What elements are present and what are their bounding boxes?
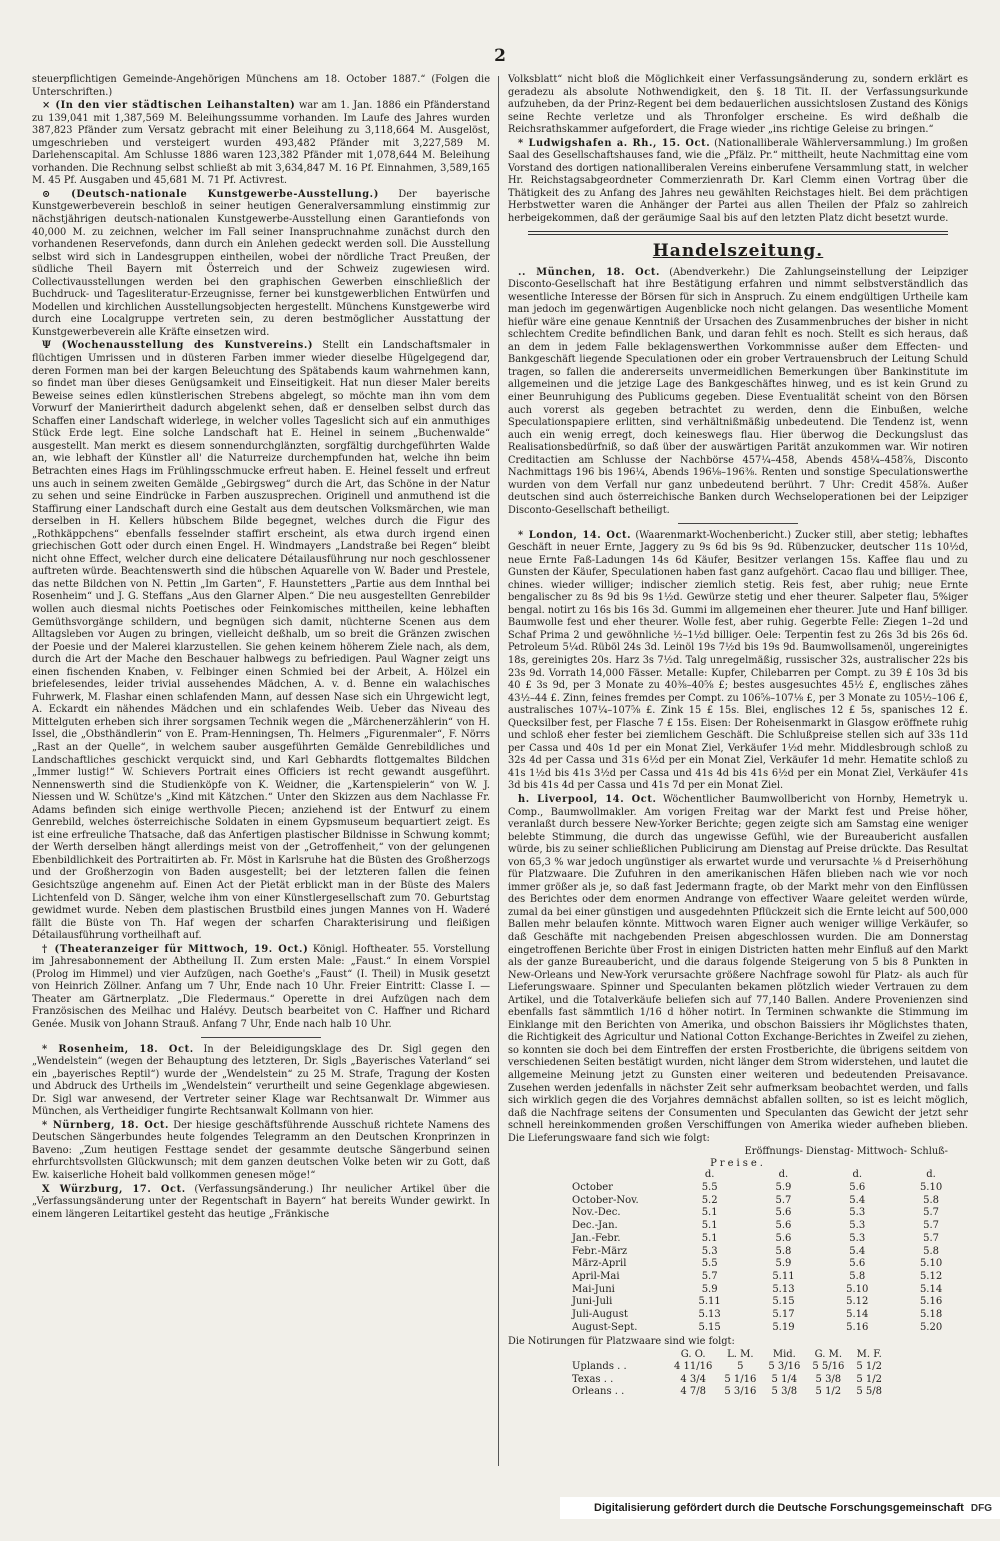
notierung-cell: 5 3/8: [815, 1373, 842, 1385]
price-cell: 5.16: [846, 1321, 869, 1333]
notierung-header: Mid.: [772, 1348, 796, 1360]
price-cell: 5.8: [849, 1270, 866, 1282]
price-row: [566, 1296, 968, 1309]
article-heading: * Nürnberg, 18. Oct.: [42, 1119, 170, 1131]
notierung-table: [566, 1349, 888, 1399]
price-cell: 5.3: [701, 1245, 718, 1257]
notierung-cell: 5 3/8: [771, 1386, 798, 1398]
notierung-row: [566, 1386, 888, 1399]
price-cell: 5.15: [772, 1296, 795, 1308]
credit-text: Digitalisierung gefördert durch die Deutsche Forschungsgemeinschaft: [594, 1502, 964, 1514]
price-row-label: März-April: [572, 1258, 627, 1270]
price-unit: d.: [926, 1169, 936, 1181]
price-cell: 5.14: [846, 1309, 869, 1321]
notierung-row-label: Texas . .: [572, 1373, 614, 1385]
article-text: Stellt ein Landschaftsmaler in flüchtigen Umrissen und in düsteren Farben immer wieder dieselbe Hügelgegend dar, deren Formen man bei der kargen Beleuchtung des Spätabends kaum wahrnehmen kann, so findet man über dieses Genügsamkeit und Einseitigkeit. Hat nun dieser Maler bereits Beweise seines edlen künstlerischen Strebens abgelegt, so möchte man ihn vom dem Vorwurf der Manierirtheit dadurch abgelenkt sehen, daß er denselben selbst durch das Schaffen einer Landschaft widerlege, in welcher volles Tageslicht sich auf ein anmuthiges Stück Erde legt. Eine solche Landschaft hat E. Heinel in seinem „Buchenwalde“ ausgestellt. Man merkt es diesem sonnendurchglänzten, sorgfältig durchgeführten Walde an, wie lebhaft der Künstler all' die Naturreize durchempfunden hat, welche ihn beim Betrachten eines Hags im Frühlingsschmucke erfreut haben. E. Heinel fesselt und erfreut uns auch in seinem zweiten Gemälde „Gebirgsweg“ durch die Art, das Schöne in der Natur zu sehen und seine Eindrücke in Farben auszusprechen. Originell und anmuthend ist die Staffirung einer Landschaft durch eine Gestalt aus dem deutschen Volksmärchen, wie man derselben in H. Kellers hübschem Bilde begegnet, welches durch die Figur des „Rothkäppchens“ ebenfalls fesselnder staffirt erscheint, als etwa durch irgend einen griechischen Gott oder durch einen Engel. H. Windmayers „Landstraße bei Regen“ bleibt nicht ohne Effect, welcher durch eine delicatere Détailausführung nur noch geschlossener auftreten würde. Beachtenswerth sind die hübschen Aquarelle von W. Bader und Prestele, das nette Bildchen von N. Pettin „Im Garten“, F. Haunstetters „Partie aus dem Innthal bei Rosenheim“ und J. G. Steffans „Aus den Glarner Alpen.“ Die neu ausgestellten Genrebilder wollen auch diesmal nichts Poetisches oder Feinkomisches mittheilen, keine lebhaften Gemüthsvorgänge schildern, und begnügen sich damit, nüchterne Scenen aus dem Alltagsleben vor Augen zu bringen, vielleicht deßhalb, um so breit die Gränzen zwischen der Poesie und der Malerei klarzustellen. Sie gehen keinem höherem Ziele nach, als dem, durch die Art der Mache den Beschauer halbwegs zu befriedigen. Paul Wagner zeigt uns einen fischenden Knaben, v. Felbinger einen Schmied bei der Arbeit, A. Hölzel ein briefelesendes, leider trivial aussehendes Mädchen, A. v. d. Benne ein walachisches Fuhrwerk, M. Flashar einen schlafenden Mann, auf dessen Nase sich ein Uhrgewicht legt, A. Eckardt ein nähendes Mädchen und ein schlafendes Weib. Ueber das Niveau des Mittelguten erheben sich ihrer sorgsamen Technik wegen die „Märchenerzählerin“ von H. Issel, die „Obsthändlerin“ von E. Pram-Henningsen, Th. Helmers „Figurenmaler“, F. Nörrs „Rast an der Quelle“, in welchem sauber ausgeführten Gemälde Genrebildliches und Landschaftliches geschickt verquickt sind, und Karl Gebhardts flottgemaltes Bildchen „Immer lustig!“ W. Schievers Portrait eines Officiers ist recht gewandt ausgeführt. Nennenswerth sind die Studienköpfe von K. Weidner, die „Kartenspielerin“ von W. J. Niessen und W. Schütze's „Kind mit Kätzchen.“ Unter den Skizzen aus dem Nachlasse Fr. Adams befinden sich einige werthvolle Piecen; anziehend ist der Entwurf zu einem Genrebild, welches österreichische Soldaten in einem Gypsmuseum bequartiert zeigt. Es ist eine erfreuliche Thatsache, daß das Anfertigen plastischer Bildnisse in Schwung kommt; der Werth derselben hängt allerdings meist von der „Getroffenheit,“ von der gelungenen Ebenbildlichkeit des Portraitirten ab. Fr. Möst in Karlsruhe hat die Büsten des Großherzogs und der Großherzogin von Baden ausgestellt; bei der letzteren fallen die feinen Gesichtszüge angenehm auf. Einen Act der Pietät erblickt man in der Büste des Malers Lichtenfeld von D. Sänger, welche ihm von einer Künstlergesellschaft zum 70. Geburtstag gewidmet wurde. Neben dem plastischen Brustbild eines jungen Mannes von H. Waderé fällt die Büste von Th. Haf wegen der scharfen Charakterisirung und fleißigen Détailausführung vortheilhaft auf.: [32, 340, 490, 942]
price-cell: 5.6: [775, 1207, 792, 1219]
price-table-body: [566, 1182, 968, 1334]
price-header-1: Eröffnungs-: [744, 1146, 803, 1158]
price-cell: 5.9: [775, 1258, 792, 1270]
article-heading: .. München, 18. Oct.: [518, 266, 660, 278]
article-heading: h. Liverpool, 14. Oct.: [518, 793, 657, 805]
right-column: [508, 74, 968, 1494]
price-header-3: Mittwoch-: [856, 1146, 908, 1158]
left-article: [32, 340, 490, 942]
price-table: [566, 1169, 968, 1334]
notierung-header: L. M.: [727, 1348, 754, 1360]
trade-article: [508, 794, 968, 1145]
price-cell: 5.9: [775, 1182, 792, 1193]
price-cell: 5.8: [923, 1245, 940, 1257]
price-cell: 5.10: [919, 1258, 943, 1270]
price-cell: 5.6: [849, 1182, 866, 1193]
price-units-row: [566, 1169, 968, 1182]
article-text: Der bayerische Kunstgewerbeverein beschloß in seiner heutigen Generalversammlung einstimmig zur nächstjährigen deutsch-nationalen Kunstgewerbe-Ausstellung einen Garantiefonds von 40,000 M. zu zeichnen, welcher im Fall seiner Inanspruchnahme zunächst durch den vorhandenen Reservefonds, dann durch ein Anlehen gedeckt werden soll. Die Ausstellung selbst wird sich in Landesgruppen eintheilen, wobei der nördliche Tract Preußen, der südliche Theil Bayern mit Österreich und der Schweiz zugewiesen wird. Collectivausstellungen werden bei den graphischen Gewerben einschließlich der Buchdruck- und Tagesliteratur-Erzeugnisse, ferner bei kunstgewerblichen Entwürfen und Modellen und kirchlichen Ausstellungsobjecten hergestellt. Münchens Kunstgewerbe wird durch eine Localgruppe vertreten sein, zu deren bestmöglicher Ausstattung der Kunstgewerbeverein alle Kräfte einsetzen wird.: [32, 188, 490, 338]
section-rule: [528, 231, 948, 235]
price-row: [566, 1284, 968, 1297]
notierung-cell: 5 1/2: [815, 1386, 842, 1398]
left-column: [32, 74, 490, 1474]
price-cell: 5.14: [919, 1283, 943, 1295]
dfg-logo: DFG: [970, 1503, 992, 1514]
article-text: war am 1. Jan. 1886 ein Pfänderstand zu 139,041 mit 1,387,569 M. Beleihungssumme vorhanden. Im Laufe des Jahres wurden 387,823 Pfänder zum Versatz gebracht mit einer Beleihung zu 3,118,664 M. Ausgelöst, umgeschrieben und versteigert wurden 493,482 Pfänder mit 3,227,589 M. Darlehenscapital. Am Schlusse 1886 waren 123,382 Pfänder mit 1,078,644 M. Beleihung vorhanden. Die Rechnung selbst schließt ab mit 3,634,847 M. 16 Pf. Einnahmen, 3,589,165 M. 45 Pf. Ausgaben und 45,681 M. 71 Pf. Activrest.: [32, 100, 490, 187]
price-cell: 5.4: [849, 1194, 866, 1206]
price-row: [566, 1309, 968, 1322]
notierung-label-col: [566, 1349, 668, 1362]
price-row: [566, 1246, 968, 1259]
article-text: (Waarenmarkt-Wochenbericht.) Zucker still, aber stetig; lebhaftes Geschäft in neuer Ernte, Jaggery zu 9s 6d bis 9s 9d. Rübenzucker, deutscher 11s 10½d, neue Ernte Faß-Ladungen 14s 6d Käufer, Besitzer verlangen 15s. Kaffee flau und zu Gunsten der Käufer, Speculationen haben fast ganz aufgehört. Cacao flau und billiger. Thee, chines. wieder williger; indischer ziemlich stetig. Reis fest, aber ruhig; neue Ernte bengalischer zu 8s 9d bis 9s 1½d. Gewürze stetig und eher theurer. Salpeter flau, 5%iger bengal. notirt zu 16s bis 16s 3d. Gummi im allgemeinen eher theurer. Jute und Hanf billiger. Baumwolle fest und eher theurer. Wolle fest, aber ruhig. Gegerbte Felle: Ziegen 1–2d und Schaf Prima 2 und gewöhnliche ½–1½d billiger. Oele: Terpentin fest zu 26s 3d bis 26s 6d. Petroleum 5¼d. Rüböl 24s 3d. Leinöl 19s 7½d bis 19s 9d. Baumwollsamenöl, ungereinigtes 18s, gereinigtes 20s. Harz 3s 7½d. Talg unregelmäßig, russischer 32s, australischer 22s bis 23s 9d. Vorrath 14,000 Fässer. Metalle: Kupfer, Chilebarren per Compt. zu 39 £ 10s 3d bis 40 £ 3s 9d, per 3 Monate zu 40⅜–40⅝ £; bestes ausgesuchtes 45½ £, englisches zähes 43½–44 £. Zinn, feines fremdes per Compt. zu 106⅝–107⅛ £, per 3 Monate zu 105½–106 £, australisches 107¼–107⅝ £. Zink 15 £ 15s. Blei, englisches 12 £ 5s, spanisches 12 £. Quecksilber fest, per Flasche 7 £ 15s. Eisen: Der Roheisenmarkt in Glasgow eröffnete ruhig und schloß eher fester bei ziemlichem Geschäft. Die Schlußpreise stellen sich auf 33s 11d per Cassa und 40s 1d per ein Monat Ziel, Verkäufer 1½d mehr. Middlesbrough schloß zu 32s 4d per Cassa und 31s 6½d per ein Monat Ziel, Verkäufer 1d mehr. Hematite schloß zu 41s 1½d bis 41s 3½d per Cassa und 41s 4d bis 41s 6½d per ein Monat Ziel, Verkäufer 41s 3d bis 41s 4d per Cassa und 41s 7d per ein Monat Ziel.: [508, 529, 968, 792]
notierung-cell: 4 11/16: [674, 1361, 713, 1373]
price-row: [566, 1271, 968, 1284]
price-row-label: Nov.-Dec.: [572, 1207, 621, 1219]
notierung-table-body: [566, 1361, 888, 1399]
price-cell: 5.3: [849, 1220, 866, 1232]
price-header-2: Dienstag-: [806, 1146, 854, 1158]
price-cell: 5.7: [923, 1220, 940, 1232]
article-separator: [678, 523, 798, 524]
article-text: Königl. Hoftheater. 55. Vorstellung im Jahresabonnement der Abtheilung II. Zum ersten Male: „Faust.“ In einem Vorspiel (Prolog im Himmel) und vier Aufzügen, nach Goethe's „Faust“ (I. Theil) in Musik gesetzt von Heinrich Zöllner. Anfang um 7 Uhr, Ende nach 10 Uhr. Freier Eintritt: Classe I. — Theater am Gärtnerplatz. „Die Fledermaus.“ Operette in drei Aufzügen nach dem Französischen des Meilhac und Halévy. Deutsch bearbeitet von C. Haffner und Richard Genée. Musik von Johann Strauß. Anfang 7 Uhr, Ende nach halb 10 Uhr.: [32, 943, 490, 1031]
price-row-label: Juni-Juli: [572, 1296, 613, 1308]
price-cell: 5.12: [846, 1296, 869, 1308]
notierung-cell: 5 3/16: [724, 1386, 757, 1398]
section-title: Handelszeitung.: [652, 240, 824, 261]
price-row: [566, 1182, 968, 1195]
price-cell: 5.7: [775, 1194, 792, 1206]
article-heading: * Ludwigshafen a. Rh., 15. Oct.: [518, 137, 711, 149]
right-article: [508, 74, 968, 137]
price-cell: 5.2: [701, 1194, 718, 1206]
notierung-header: G. M.: [814, 1348, 843, 1360]
notierung-header-row: [566, 1349, 888, 1362]
notierung-row-label: Orleans . .: [572, 1386, 625, 1398]
article-text: (Nationalliberale Wählerversammlung.) Im großen Saal des Gesellschaftshauses fand, wie die „Pfälz. Pr.“ mittheilt, heute Nachmittag eine vom Vorstand des dortigen nationalliberalen Vereins einberufene Versammlung statt, in welcher Hr. Reichstagsabgeordneter Commerzienrath Dr. Karl Clemm einen Vortrag über die Thätigkeit des zu Anfang des Jahres neu gewählten Reichstages hielt. Bei dem prächtigen Herbstwetter waren die Anhänger der Partei aus allen Theilen der Pfalz so zahlreich herbeigekommen, daß der geräumige Saal bis auf den letzten Platz dicht besetzt wurde.: [508, 137, 968, 225]
article-text: Wöchentlicher Baumwollbericht von Hornby, Hemetryk u. Comp., Baumwollmakler. Am vorigen Freitag war der Markt fest und Preise höher, veranlaßt durch bessere New-Yorker Berichte; gegen zeigte sich am Samstag eine weniger belebte Stimmung, die durch das ungewisse Gefühl, wie der Bureaubericht ausfallen würde, bis zu seiner schließlichen Publicirung am Dienstag auf Preise drückte. Das Resultat von 65,3 % war jedoch ungünstiger als erwartet wurde und verursachte ⅛ d Preiserhöhung für Platzwaare. Die Zufuhren in den amerikanischen Häfen blieben nach wie vor noch immer größer als je, so daß fast Jedermann fragte, ob der Markt mehr von den Einflüssen des Berichtes oder dem enormen Andrange von effectiver Waare geleitet werden würde, zumal da bei einer günstigen und ausgedehnten Pflückzeit sich die Ernte leicht auf 500,000 Ballen mehr belaufen könnte. Mittwoch waren Eigner auch weniger willige Verkäufer, so daß Geschäfte mit nachgebenden Preisen abgeschlossen wurden. Die am Donnerstag eingetroffenen Berichte über Frost in einigen Districten hatten mehr Einfluß auf den Markt als der ganze Bureaubericht, und die daraus folgende Steigerung von 5 bis 8 Punkten in New-Orleans und New-York verursachte größere Nachfrage sowohl für Platz- als auch für Lieferungswaare. Spinner und Speculanten bekamen plötzlich wieder Vertrauen zu dem Artikel, und die Totalverkäufe beliefen sich auf 77,140 Ballen. Andere Provenienzen sind ebenfalls fast sämmtlich 1/16 d höher notirt. In Terminen schwankte die Stimmung im Einklange mit den Berichten von Amerika, und obschon Baissiers ihr Möglichstes thaten, die Richtigkeit des Agricultur und National Cotton Exchange-Berichtes in Zweifel zu ziehen, so konnten sie doch bei dem Eintreffen der ersten Frostberichte, die übrigens seitdem von verschiedenen Seiten bestätigt wurden, nicht länger dem Strom widerstehen, und lautet die allgemeine Meinung jetzt zu Gunsten einer weiteren und bedeutenden Preisavance. Zusehen werden jedenfalls in nächster Zeit sehr aufmerksam beobachtet werden, und falls sich wirklich gegen die des Vorjahres demnächst abfallen sollten, so ist es leicht möglich, daß die Nachfrage seitens der Consumenten und Speculanten das Gewicht der jetzt sehr schnell hereinkommenden großen Verschiffungen von Amerika wieder aufheben blieben. Die Lieferungswaare fand sich wie folgt:: [508, 793, 968, 1144]
notierung-cell: 5 1/16: [724, 1373, 757, 1385]
price-row-label: October: [572, 1182, 613, 1193]
notierung-intro: Die Notirungen für Platzwaare sind wie folgt:: [508, 1336, 735, 1348]
price-cell: 5.20: [919, 1321, 943, 1333]
notierung-cell: 4 3/4: [680, 1373, 706, 1385]
price-cell: 5.1: [701, 1232, 718, 1244]
page-number: 2: [494, 46, 506, 66]
trade-article: [508, 530, 968, 793]
price-cell: 5.11: [698, 1296, 721, 1308]
price-cell: 5.6: [775, 1232, 792, 1244]
price-row: [566, 1233, 968, 1246]
price-cell: 5.5: [701, 1182, 718, 1193]
article-text: In der Beleidigungsklage des Dr. Sigl gegen den „Wendelstein“ (wegen der Behauptung des letzteren, Dr. Sigls „Bayerisches Vaterland“ sei ein „bayerisches Reptil“) wurde der „Wendelstein“ zu 25 M. Strafe, Tragung der Kosten und Abdruck des Urtheils im „Wendelstein“ verurtheilt und seine Gegenklage abgewiesen. Dr. Sigl war anwesend, der Vertreter seiner Klage war Rechtsanwalt Dr. Wimmer aus München, als Vertheidiger fungirte Rechtsanwalt Kollmann von hier.: [32, 1043, 490, 1118]
price-cell: 5.19: [772, 1321, 795, 1333]
price-cell: 5.6: [849, 1258, 866, 1270]
digitization-credit: [560, 1497, 1000, 1519]
left-article: [32, 74, 490, 99]
notierung-header: G. O.: [680, 1348, 706, 1360]
price-cell: 5.10: [919, 1182, 943, 1193]
price-row: [566, 1322, 968, 1335]
price-cell: 5.15: [698, 1321, 721, 1333]
left-article: [32, 1120, 490, 1183]
price-cell: 5.4: [849, 1245, 866, 1257]
price-cell: 5.5: [701, 1258, 718, 1270]
article-text: steuerpflichtigen Gemeinde-Angehörigen Münchens am 18. October 1887.“ (Folgen die Unterschriften.): [32, 74, 490, 98]
price-cell: 5.7: [923, 1207, 940, 1219]
price-table-header-line: [508, 1146, 968, 1158]
price-cell: 5.10: [846, 1283, 869, 1295]
price-cell: 5.3: [849, 1232, 866, 1244]
notierung-cell: 5 1/4: [771, 1373, 798, 1385]
article-heading: × (In den vier städtischen Leihanstalten): [42, 100, 296, 112]
price-cell: 5.12: [919, 1270, 943, 1282]
price-label-col: [566, 1169, 673, 1182]
price-cell: 5.8: [775, 1245, 792, 1257]
notierung-cell: 5 1/2: [856, 1373, 882, 1385]
trade-news: [508, 267, 968, 1146]
notierung-cell: 4 7/8: [680, 1386, 706, 1398]
price-unit: d.: [778, 1169, 789, 1181]
notierung-cell: 5: [737, 1361, 744, 1373]
right-column-top: [508, 74, 968, 226]
price-row-label: Mai-Juni: [572, 1283, 615, 1295]
price-cell: 5.17: [772, 1309, 795, 1321]
price-unit: d.: [852, 1169, 863, 1181]
price-cell: 5.13: [772, 1283, 795, 1295]
article-heading: Ψ (Wochenausstellung des Kunstvereins.): [42, 340, 314, 352]
price-cell: 5.7: [701, 1270, 718, 1282]
article-heading: ⊙ (Deutsch-nationale Kunstgewerbe-Ausstellung.): [42, 188, 379, 200]
column-divider: [498, 76, 499, 1466]
notierung-cell: 5 5/16: [812, 1361, 845, 1373]
article-heading: * London, 14. Oct.: [518, 529, 632, 541]
price-cell: 5.1: [701, 1220, 718, 1232]
price-cell: 5.3: [849, 1207, 866, 1219]
price-unit: d.: [704, 1169, 715, 1181]
price-row: [566, 1258, 968, 1271]
article-text: (Verfassungsänderung.) Ihr neulicher Artikel über die „Verfassungsänderung unter der Regentschaft in Bayern“ hat bereits Wunder gewirkt. In einem längeren Leitartikel gesteht das heutige „Fränkische: [32, 1183, 490, 1220]
article-heading: X Würzburg, 17. Oct.: [42, 1183, 186, 1195]
price-cell: 5.9: [701, 1283, 718, 1295]
article-text: Der hiesige geschäftsführende Ausschuß richtete Namens des Deutschen Sängerbundes heute folgendes Telegramm an den Deutschen Kronprinzen in Baveno: „Zum heutigen Festtage sendet der gesammte deutsche Sängerbund seinen ehrfurchtsvollsten Glückwunsch; mit dem ganzen deutschen Volke beten wir zu Gott, daß Ew. kaiserliche Hoheit bald vollkommen genesen möge!“: [32, 1119, 490, 1182]
price-row-label: Dec.-Jan.: [572, 1220, 618, 1232]
price-row-label: Jan.-Febr.: [572, 1232, 621, 1244]
notierung-header: M. F.: [856, 1348, 882, 1360]
price-row: [566, 1207, 968, 1220]
left-article: [32, 1184, 490, 1222]
price-row-label: Febr.-März: [572, 1245, 628, 1257]
notierung-cell: 5 1/2: [856, 1361, 882, 1373]
trade-article: [508, 267, 968, 518]
notierung-row: [566, 1374, 888, 1387]
article-text: Volksblatt“ nicht bloß die Möglichkeit einer Verfassungsänderung zu, sondern erklärt es geradezu als absolute Nothwendigkeit, den §. 18 Tit. II. der Verfassungsurkunde aufzuheben, da der Prinz-Regent bei dem bedauerlichen aussichtslosen Zustand des Königs seine Rechte verletze und als Thronfolger erscheine. Es wird deßhalb die Reichsrathskammer aufgefordert, die Frage wieder „ins richtige Geleise zu bringen.“: [508, 74, 968, 136]
notierung-row: [566, 1361, 888, 1374]
price-row-label: Juli-August: [572, 1309, 628, 1321]
price-cell: 5.11: [772, 1270, 795, 1282]
article-separator: [201, 1037, 321, 1038]
notierung-row-label: Uplands . .: [572, 1361, 627, 1373]
price-row: [566, 1220, 968, 1233]
article-text: (Abendverkehr.) Die Zahlungseinstellung der Leipziger Disconto-Gesellschaft hat ihre Bestätigung erfahren und nimmt selbstverständlich das wesentliche Interesse der Börsen für sich in Anspruch. Zu einem endgültigen Urtheile kam man jedoch im gegenwärtigen Augenblicke noch nicht gelangen. Das wesentliche Moment hiefür wäre eine genaue Kenntniß der Ursachen des Zusammenbruches der bisher in nicht schlechtem Credite befindlichen Bank, und daran fehlt es noch. Stellt es sich heraus, daß an dem in jedem Falle beklagenswerthen Vorkommnisse außer dem Effecten- und Bankgeschäft liegende Speculationen oder ein grober Vertrauensbruch der Leitung Schuld tragen, so fallen die andererseits unvermeidlichen Bemerkungen über Bankinstitute im allgemeinen und die jetzige Lage des Bankgeschäftes hinweg, und es ist kein Grund zu einer Beunruhigung des Publicums gegeben. Diese Eventualität scheint von den Börsen auch vorerst als gegeben betrachtet zu werden, denn die Einbußen, welche Speculationspapiere erlitten, sind verhältnißmäßig unbedeutend. Die Tendenz ist, wenn auch ein wenig erregt, doch keineswegs flau. Hier überwog die Deckungslust das Realisationsbedürfniß, so daß über der auswärtigen Parität anzukommen war. Wir notiren Creditactien am Schlusse der Nachbörse 457¼–458, Abends 458¼–458⅞, Disconto Nachmittags 196 bis 196¼, Abends 196⅛–196⅜. Renten und sonstige Speculationswerthe wurden von dem Verfall nur ganz unbedeutend berührt. 7 Uhr: Credit 458⅞. Außer deutschen sind auch österreichische Banken durch Wechseloperationen bei der Leipziger Disconto-Gesellschaft betheiligt.: [508, 266, 968, 516]
price-row: [566, 1195, 968, 1208]
price-cell: 5.1: [701, 1207, 718, 1219]
left-article: [32, 100, 490, 188]
price-row-label: October-Nov.: [572, 1194, 639, 1206]
price-cell: 5.16: [919, 1296, 943, 1308]
notierung-cell: 5 3/16: [768, 1361, 801, 1373]
notierung-cell: 5 5/8: [856, 1386, 882, 1398]
price-cell: 5.7: [923, 1232, 940, 1244]
price-cell: 5.8: [923, 1194, 940, 1206]
article-heading: * Rosenheim, 18. Oct.: [42, 1043, 194, 1055]
left-article: [32, 189, 490, 340]
left-article: [32, 1044, 490, 1119]
article-heading: † (Theateranzeiger für Mittwoch, 19. Oct.): [42, 943, 309, 955]
price-row-label: April-Mai: [572, 1270, 620, 1282]
right-article: [508, 138, 968, 226]
price-cell: 5.13: [698, 1309, 721, 1321]
left-article: [32, 944, 490, 1032]
price-row-label: August-Sept.: [572, 1321, 638, 1333]
price-cell: 5.6: [775, 1220, 792, 1232]
price-subheader: Preise.: [710, 1158, 766, 1170]
price-header-4: Schluß-: [910, 1146, 948, 1158]
price-cell: 5.18: [919, 1309, 943, 1321]
